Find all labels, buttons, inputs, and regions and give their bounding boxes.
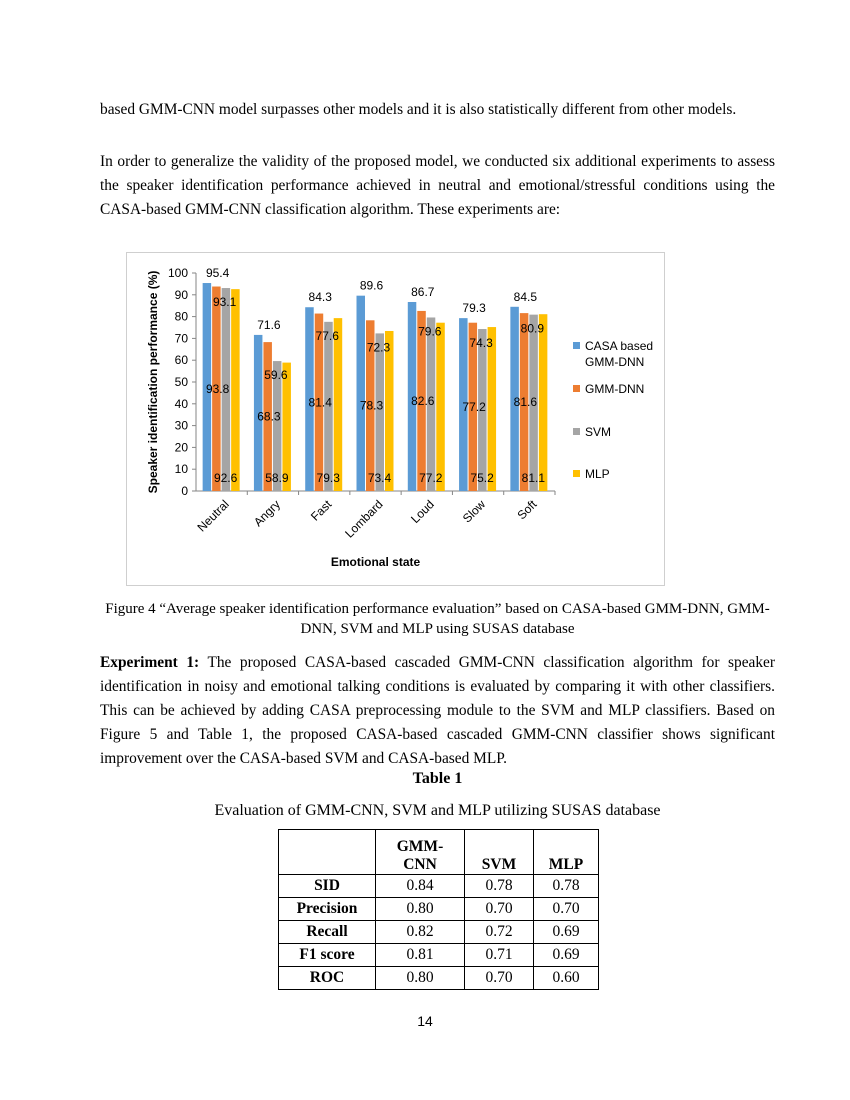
data-label: 79.3 (316, 471, 340, 485)
x-axis-title: Emotional state (330, 555, 421, 569)
table-row (279, 875, 599, 898)
figure-4-chart (126, 252, 665, 586)
x-tick-label: Lombard (342, 497, 386, 541)
legend-label: CASA based GMM-DNN (585, 339, 654, 369)
table-cell: 0.60 (534, 967, 599, 990)
x-tick-label: Slow (459, 497, 489, 526)
bar (334, 318, 343, 491)
data-label: 80.9 (520, 321, 545, 336)
x-tick-label: Loud (408, 497, 437, 527)
row-label: Recall (279, 921, 376, 944)
data-label: 95.4 (205, 266, 230, 281)
experiment-body: The proposed CASA-based cascaded GMM-CNN classification algorithm for speaker identification in noisy and emotional talking conditions is evaluated by comparing it with other classifiers. This can be achieved by adding CASA preprocessing module to the SVM and MLP classifiers. Based on Figure 5 and Table 1, the proposed CASA-based cascaded GMM-CNN classifier shows significant improvement over the CASA-based SVM and CASA-based MLP. (100, 654, 776, 767)
table-cell: 0.72 (465, 921, 534, 944)
data-label: 59.6 (264, 368, 288, 383)
y-tick-label: 90 (174, 287, 188, 302)
figure-caption: Figure 4 “Average speaker identification performance evaluation” based on CASA-based GMM-DNN, GMM-DNN, SVM and MLP using SUSAS database (105, 601, 770, 637)
table-cell: 0.71 (465, 944, 534, 967)
x-tick-label: Fast (307, 497, 335, 524)
data-label: 93.1 (212, 295, 237, 310)
bar (385, 331, 394, 491)
table-cell: 0.82 (376, 921, 465, 944)
data-label: 77.6 (315, 328, 339, 343)
x-tick-label: Soft (514, 497, 540, 523)
y-tick-label: 60 (174, 353, 188, 368)
y-tick-label: 70 (174, 331, 188, 346)
legend-label: SVM (585, 425, 612, 439)
x-tick-label: Neutral (194, 497, 232, 535)
table-label: Table 1 (412, 770, 463, 787)
table-row (279, 921, 599, 944)
experiment-label: Experiment 1: (100, 654, 200, 671)
table-cell: 0.81 (376, 944, 465, 967)
bar-chart-svg (127, 253, 666, 587)
y-tick-label: 30 (174, 418, 188, 433)
data-label: 86.7 (411, 284, 435, 299)
bar (488, 327, 497, 491)
data-label: 92.6 (213, 471, 238, 485)
legend-label: GMM-DNN (585, 382, 645, 396)
data-label: 74.3 (469, 336, 493, 351)
legend-swatch (573, 342, 580, 349)
bar (436, 323, 445, 491)
row-label: ROC (279, 967, 376, 990)
y-tick-label: 40 (174, 396, 188, 411)
data-label: 84.5 (513, 289, 538, 304)
data-label: 84.3 (308, 290, 332, 305)
data-label: 81.1 (521, 471, 546, 485)
row-label: SID (279, 875, 376, 898)
header-empty (279, 830, 376, 875)
table-cell: 0.78 (534, 875, 599, 898)
header-mlp: MLP (534, 830, 599, 875)
experiment-1-paragraph (100, 651, 775, 771)
data-label: 77.2 (419, 471, 443, 485)
data-label: 79.3 (462, 301, 486, 316)
data-label: 77.2 (462, 399, 486, 414)
data-label: 82.6 (411, 393, 435, 408)
bar (539, 314, 548, 491)
y-tick-label: 80 (174, 309, 188, 324)
table-cell: 0.69 (534, 944, 599, 967)
table-caption: Evaluation of GMM-CNN, SVM and MLP utilizing SUSAS database (214, 802, 661, 819)
table-cell: 0.80 (376, 967, 465, 990)
data-label: 81.6 (513, 395, 538, 410)
data-label: 89.6 (359, 278, 384, 293)
data-label: 68.3 (257, 409, 281, 424)
legend-label: MLP (585, 467, 610, 481)
legend-swatch (573, 470, 580, 477)
paragraph-intro: based GMM-CNN model surpasses other models and it is also statistically different from other models. (100, 101, 737, 118)
paragraph-experiments-intro: In order to generalize the validity of the proposed model, we conducted six additional experiments to assess the speaker identification performance achieved in neutral and emotional/stressful conditions using the CASA-based GMM-CNN classification algorithm. These experiments are: (100, 153, 775, 218)
table-cell: 0.70 (465, 898, 534, 921)
legend-swatch (573, 385, 580, 392)
table-cell: 0.70 (534, 898, 599, 921)
table-cell: 0.69 (534, 921, 599, 944)
header-svm: SVM (465, 830, 534, 875)
row-label: F1 score (279, 944, 376, 967)
table-cell: 0.80 (376, 898, 465, 921)
table-cell: 0.78 (465, 875, 534, 898)
data-label: 71.6 (257, 317, 281, 332)
y-tick-label: 10 (174, 462, 188, 477)
table-cell: 0.70 (465, 967, 534, 990)
table-header-row (279, 830, 599, 875)
data-label: 72.3 (366, 340, 391, 355)
results-table (278, 829, 599, 990)
data-label: 78.3 (359, 398, 384, 413)
y-tick-label: 100 (167, 266, 188, 280)
table-row (279, 898, 599, 921)
data-label: 73.4 (367, 471, 392, 485)
x-tick-label: Angry (250, 497, 284, 530)
data-label: 75.2 (470, 471, 494, 485)
data-label: 58.9 (265, 471, 289, 485)
bar (357, 296, 366, 491)
data-label: 93.8 (205, 381, 230, 396)
data-label: 81.4 (308, 395, 332, 410)
bar (231, 289, 240, 491)
y-tick-label: 50 (174, 375, 188, 389)
table-row (279, 944, 599, 967)
row-label: Precision (279, 898, 376, 921)
y-tick-label: 20 (174, 440, 188, 455)
table-cell: 0.84 (376, 875, 465, 898)
y-tick-label: 0 (181, 484, 188, 498)
y-axis-title: Speaker identification performance (%) (146, 270, 160, 494)
header-gmm-cnn: GMM-CNN (376, 830, 465, 875)
data-label: 79.6 (418, 324, 442, 339)
table-row (279, 967, 599, 990)
legend-swatch (573, 428, 580, 435)
page-number: 14 (417, 1013, 433, 1029)
